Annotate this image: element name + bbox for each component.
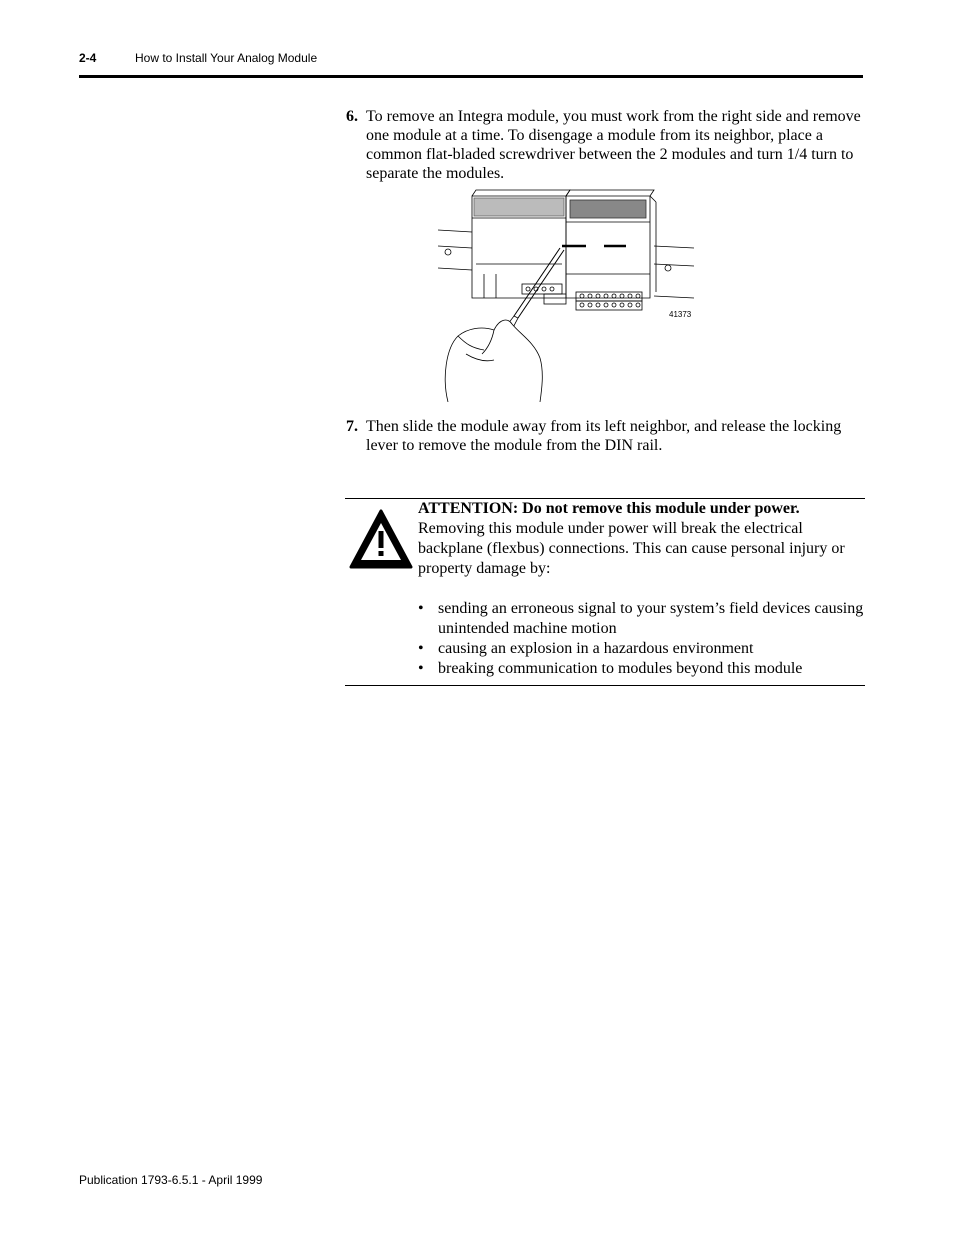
module-removal-illustration	[436, 188, 698, 402]
step-text: Then slide the module away from its left neighbor, and release the locking lever to remove the module from the DIN rail.	[366, 418, 842, 454]
step-number: 7.	[346, 418, 358, 435]
attention-box	[345, 498, 865, 686]
step-number: 6.	[346, 108, 358, 125]
step-6	[346, 107, 866, 183]
list-item: • sending an erroneous signal to your system’s field devices causing unintended machine motion	[418, 600, 864, 637]
attention-heading: ATTENTION: Do not remove this module under power.	[418, 500, 800, 517]
list-item: • breaking communication to modules beyond this module	[418, 660, 803, 677]
attention-list	[418, 599, 865, 679]
step-text: To remove an Integra module, you must work from the right side and remove one module at a time. To disengage a module from its neighbor, place a common flat-bladed screwdriver between the 2 modules and turn 1/4 turn to separate the modules.	[366, 108, 861, 182]
footer-publication: Publication 1793-6.5.1 - April 1999	[79, 1173, 263, 1187]
list-item: • causing an explosion in a hazardous environment	[418, 640, 754, 657]
bullet: •	[418, 600, 424, 617]
step-7	[346, 417, 866, 455]
page-number: 2-4	[79, 51, 97, 65]
bullet: •	[418, 660, 424, 677]
attention-body: Removing this module under power will break the electrical backplane (flexbus) connections. This can cause personal injury or property damage by:	[418, 520, 845, 577]
page-header	[79, 51, 863, 78]
header-title: How to Install Your Analog Module	[135, 51, 318, 65]
figure-code: 41373	[669, 310, 692, 319]
warning-triangle-icon	[348, 507, 414, 573]
bullet: •	[418, 640, 424, 657]
